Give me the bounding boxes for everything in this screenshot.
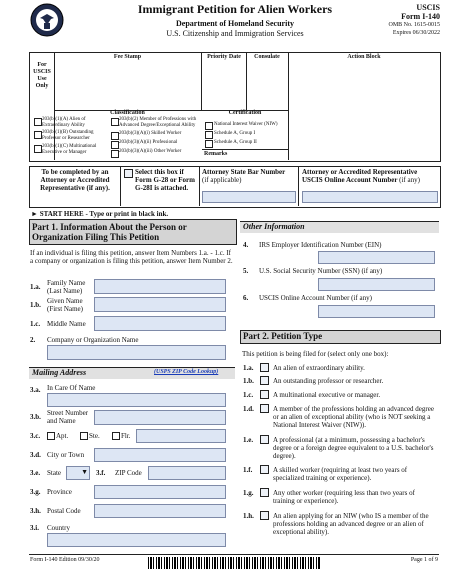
- item-number: 1.c.: [30, 320, 41, 328]
- option-text: An alien applying for an NIW (who IS a member of the professions holding an advanced degree or an alien of exceptional ability).: [273, 512, 429, 536]
- city-input[interactable]: [94, 448, 226, 462]
- divider: [202, 149, 288, 150]
- item-label: In Care Of Name: [47, 384, 96, 392]
- other-info-heading: Other Information: [243, 222, 305, 231]
- option-number: 1.h.: [243, 512, 254, 520]
- option-text: A skilled worker (requiring at least two years of specialized training or experience).: [273, 466, 408, 482]
- middle-name-input[interactable]: [94, 316, 226, 331]
- part2-heading: Part 2. Petition Type: [243, 331, 323, 341]
- item-label: U.S. Social Security Number (SSN) (if any): [259, 267, 383, 275]
- ste-checkbox[interactable]: [80, 432, 88, 440]
- classification-item: 203(b)(1)(A) Alien of Extraordinary Ability: [42, 117, 86, 128]
- item-label: Country: [47, 524, 70, 532]
- item-number: 6.: [243, 294, 249, 302]
- unit-number-input[interactable]: [136, 429, 226, 443]
- option-text: An alien of extraordinary ability.: [273, 364, 365, 372]
- remarks-label: Remarks: [204, 151, 228, 157]
- classification-checkbox[interactable]: [111, 141, 119, 149]
- item-label: Middle Name: [47, 320, 86, 328]
- zip-code-input[interactable]: [148, 466, 226, 480]
- uscis-account-text: Attorney or Accredited Representative USCIS Online Account Number: [302, 168, 418, 184]
- part1-heading: Part 1. Information About the Person or Organization Filing This Petition: [32, 222, 187, 242]
- option-text: An outstanding professor or researcher.: [273, 377, 384, 385]
- option-text: A multinational executive or manager.: [273, 391, 381, 399]
- petition-type-checkbox[interactable]: [260, 390, 269, 399]
- item-label: Province: [47, 488, 72, 496]
- classification-checkbox[interactable]: [111, 150, 119, 158]
- classification-title: Classification: [110, 110, 145, 116]
- attorney-completed-by: To be completed by an Attorney or Accredited Representative (if any).: [40, 168, 110, 192]
- g28-checkbox[interactable]: [124, 169, 133, 178]
- item-number: 1.b.: [30, 301, 41, 309]
- uscis-account-note: (if any): [399, 176, 420, 184]
- option-number: 1.e.: [243, 436, 254, 444]
- item-number: 3.h.: [30, 507, 41, 515]
- flr-checkbox[interactable]: [112, 432, 120, 440]
- item-label: Street Number and Name: [47, 409, 89, 425]
- classification-item: 203(b)(1)(B) Outstanding Professor or Researcher: [42, 130, 94, 141]
- petition-type-checkbox[interactable]: [260, 511, 269, 520]
- country-input[interactable]: [47, 533, 226, 547]
- zip-lookup-link[interactable]: (USPS ZIP Code Lookup): [154, 369, 219, 375]
- certification-title: Certification: [228, 110, 262, 116]
- page-number: Page 1 of 9: [410, 557, 438, 563]
- item-number: 3.e.: [30, 469, 41, 477]
- apt-checkbox[interactable]: [47, 432, 55, 440]
- item-number: 4.: [243, 241, 249, 249]
- unit-option: Ste.: [89, 432, 100, 440]
- agency-short: USCIS: [416, 3, 440, 12]
- item-number: 3.b.: [30, 413, 41, 421]
- classification-item: 203(b)(2) Member of Professions with Advanced Degree/Exceptional Ability: [119, 117, 197, 128]
- option-number: 1.d.: [243, 405, 254, 413]
- divider: [120, 166, 121, 206]
- part1-instructions: If an individual is filing this petition, answer Item Numbers 1.a. - 1.c. If a company or organization is filing this petition, answer Item Number 2.: [30, 249, 233, 265]
- form-edition: Form I-140 Edition 09/30/20: [30, 557, 100, 563]
- start-here-instruction: [31, 210, 231, 218]
- petition-type-checkbox[interactable]: [260, 488, 269, 497]
- classification-checkbox[interactable]: [34, 131, 42, 139]
- item-number: 5.: [243, 267, 249, 275]
- arrow-right-icon: ►: [31, 210, 38, 218]
- divider: [298, 166, 299, 206]
- divider: [288, 52, 289, 160]
- certification-item: Schedule A, Group I: [214, 131, 256, 136]
- option-text: Any other worker (requiring less than two years of training or experience).: [273, 489, 415, 505]
- part2-intro: This petition is being filed for (select only one box):: [242, 350, 389, 358]
- item-label: City or Town: [47, 451, 85, 459]
- classification-checkbox[interactable]: [111, 118, 119, 126]
- uscis-online-account-input[interactable]: [318, 305, 435, 318]
- priority-date-label: Priority Date: [207, 54, 241, 60]
- certification-checkbox[interactable]: [205, 122, 213, 130]
- bar-number-note: (if applicable): [202, 176, 242, 184]
- classification-checkbox[interactable]: [34, 118, 42, 126]
- g28-label: Select this box if Form G-28 or Form G-28I is attached.: [135, 168, 195, 192]
- certification-item: Schedule A, Group II: [214, 140, 257, 145]
- expiration-date: Expires 06/30/2022: [392, 30, 440, 36]
- option-number: 1.a.: [243, 364, 254, 372]
- certification-item: National Interest Waiver (NIW): [214, 122, 278, 127]
- item-number: 3.d.: [30, 451, 41, 459]
- item-number: 3.a.: [30, 386, 41, 394]
- consulate-label: Consulate: [254, 54, 280, 60]
- ein-input[interactable]: [318, 251, 435, 264]
- mailing-address-heading: Mailing Address: [32, 368, 87, 377]
- street-input[interactable]: [94, 410, 226, 425]
- item-label: IRS Employer Identification Number (EIN): [259, 241, 382, 249]
- start-here-text: START HERE - Type or print in black ink.: [39, 210, 169, 218]
- omb-number: OMB No. 1615-0015: [388, 22, 440, 28]
- classification-checkbox[interactable]: [34, 145, 42, 153]
- bar-number-label: Attorney State Bar Number: [202, 168, 286, 176]
- form-number: Form I-140: [401, 12, 440, 21]
- fee-stamp-label: Fee Stamp: [113, 54, 142, 60]
- item-number: 3.i.: [30, 524, 39, 532]
- agency-name: U.S. Citizenship and Immigration Services: [166, 29, 304, 38]
- item-label: Given Name (First Name): [47, 297, 83, 313]
- item-label: State: [47, 469, 61, 477]
- petition-type-checkbox[interactable]: [260, 404, 269, 413]
- certification-checkbox[interactable]: [205, 131, 213, 139]
- option-number: 1.b.: [243, 377, 254, 385]
- item-number: 3.f.: [96, 469, 106, 477]
- unit-option: Flr.: [121, 432, 131, 440]
- option-text: A member of the professions holding an advanced degree or an alien of exceptional ability (who is NOT seeking a National Interest Waiver (NIW)).: [273, 405, 434, 429]
- option-number: 1.f.: [243, 466, 253, 474]
- option-text: A professional (at a minimum, possessing a bachelor's degree or a foreign degree equivalent to a U.S. bachelor's degree).: [273, 436, 434, 460]
- bar-number-input[interactable]: [202, 191, 296, 203]
- ssn-input[interactable]: [318, 278, 435, 291]
- family-name-input[interactable]: [94, 279, 226, 294]
- in-care-of-input[interactable]: [47, 393, 226, 407]
- unit-option: Apt.: [56, 432, 69, 440]
- department-name: Department of Homeland Security: [176, 19, 294, 28]
- classification-checkbox[interactable]: [111, 132, 119, 140]
- item-label: USCIS Online Account Number (if any): [259, 294, 372, 302]
- given-name-input[interactable]: [94, 297, 226, 312]
- petition-type-checkbox[interactable]: [260, 363, 269, 372]
- province-input[interactable]: [94, 485, 226, 499]
- classification-item: 203(b)(3)(A)(iii) Other Worker: [119, 149, 182, 154]
- classification-item: 203(b)(3)(A)(i) Skilled Worker: [119, 131, 182, 136]
- action-block-label: Action Block: [347, 54, 381, 60]
- item-label: Postal Code: [47, 507, 81, 515]
- item-number: 2.: [30, 336, 36, 344]
- item-number: 3.c.: [30, 432, 41, 440]
- chevron-down-icon: ▼: [81, 468, 88, 476]
- item-number: 1.a.: [30, 283, 41, 291]
- state-select[interactable]: [66, 466, 90, 480]
- item-label: ZIP Code: [115, 469, 142, 477]
- item-label: Family Name (Last Name): [47, 279, 86, 295]
- item-number: 3.g.: [30, 488, 41, 496]
- divider: [199, 166, 200, 206]
- form-title: Immigrant Petition for Alien Workers: [137, 2, 333, 16]
- petition-type-checkbox[interactable]: [260, 435, 269, 444]
- classification-item: 203(b)(3)(A)(ii) Professional: [119, 140, 178, 145]
- petition-type-checkbox[interactable]: [260, 465, 269, 474]
- certification-checkbox[interactable]: [205, 140, 213, 148]
- footer-rule: [29, 554, 439, 555]
- item-label: Company or Organization Name: [47, 336, 139, 344]
- uscis-account-label: [302, 168, 438, 184]
- option-number: 1.g.: [243, 489, 254, 497]
- classification-item: 203(b)(1)(C) Multinational Executive or Manager: [42, 144, 97, 155]
- option-number: 1.c.: [243, 391, 254, 399]
- petition-type-checkbox[interactable]: [260, 376, 269, 385]
- barcode: [148, 557, 320, 569]
- company-name-input[interactable]: [47, 345, 226, 360]
- for-uscis-use-only: For USCIS Use Only: [33, 62, 51, 89]
- uscis-account-input[interactable]: [302, 191, 438, 203]
- postal-code-input[interactable]: [94, 504, 226, 518]
- dhs-seal: [30, 3, 64, 37]
